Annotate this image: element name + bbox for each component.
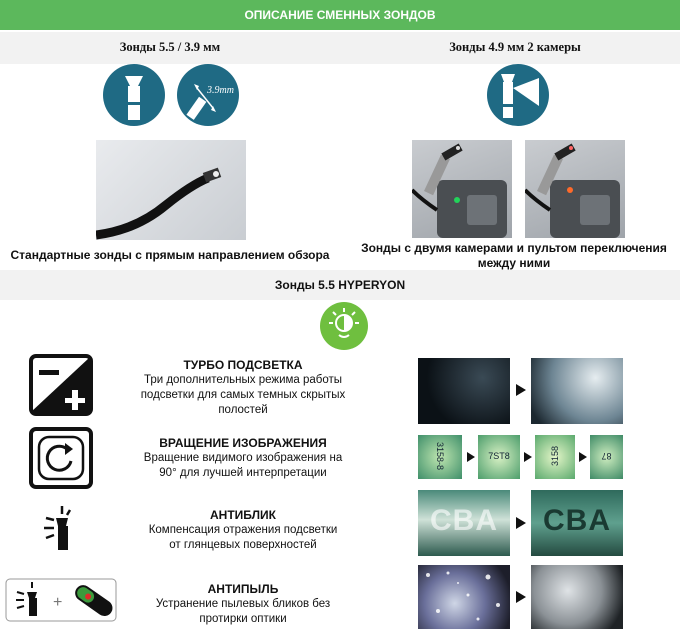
turbo-light-icon	[29, 354, 93, 416]
right-caption-line2: между ними	[477, 256, 551, 270]
dual-camera-probe-icon	[487, 64, 549, 126]
feature-turbo-desc-1: Три дополнительных режима работы	[143, 374, 343, 386]
right-column-title: Зонды 4.9 мм 2 камеры	[449, 40, 581, 54]
rotation-sample-1	[418, 435, 462, 479]
rotation-sample-text-3: 3158	[550, 445, 560, 467]
right-caption	[348, 241, 680, 271]
antiglare-after-image	[531, 490, 623, 556]
feature-antidust-desc-2: протирки оптики	[199, 613, 287, 625]
straight-view-probe-icon	[103, 64, 165, 126]
feature-antiglare-desc-1: Компенсация отражения подсветки	[148, 524, 338, 536]
feature-turbo-title: ТУРБО ПОДСВЕТКА	[183, 358, 303, 372]
svg-text:+: +	[53, 594, 63, 611]
feature-rotation-desc-1: Вращение видимого изображения на	[143, 452, 343, 464]
dual-camera-photo-1	[412, 140, 512, 238]
hyperyon-title: Зонды 5.5 HYPERYON	[274, 278, 406, 292]
turbo-arrow-icon	[516, 384, 526, 396]
rotation-sample-text-2: 7ST8	[488, 451, 510, 461]
left-caption: Стандартные зонды с прямым направлением обзора	[10, 248, 330, 262]
right-caption-line1: Зонды с двумя камерами и пультом переключения	[361, 241, 667, 255]
anti-glare-icon	[38, 504, 78, 554]
rotation-sample-3	[535, 435, 575, 479]
feature-turbo-desc-2: подсветки для самых темных скрытых	[140, 389, 346, 401]
rotation-sample-4	[590, 435, 623, 479]
feature-antidust-title: АНТИПЫЛЬ	[207, 582, 279, 596]
feature-turbo	[118, 358, 368, 418]
turbo-after-image	[531, 358, 623, 424]
feature-antidust-desc-1: Устранение пылевых бликов без	[155, 598, 331, 610]
antiglare-after-text: CBA	[543, 504, 611, 537]
feature-antiglare-title: АНТИБЛИК	[210, 508, 276, 522]
anti-dust-icon	[5, 578, 117, 622]
diameter-label: 3.9mm	[207, 85, 234, 96]
rotation-sample-2	[478, 435, 520, 479]
rotation-sample-strip	[418, 435, 623, 479]
rotation-arrow-icon-2	[524, 452, 532, 462]
feature-antiglare	[118, 508, 368, 553]
page-header: ОПИСАНИЕ СМЕННЫХ ЗОНДОВ	[0, 0, 680, 30]
antidust-arrow-icon	[516, 591, 526, 603]
straight-probe-photo	[96, 140, 246, 240]
rotation-arrow-icon-1	[467, 452, 475, 462]
light-bulb-icon	[320, 302, 368, 350]
probe-diameter-icon	[177, 64, 239, 126]
rotate-image-icon	[29, 427, 93, 489]
antiglare-arrow-icon	[516, 517, 526, 529]
rotation-sample-text-4: 87	[601, 451, 612, 461]
feature-rotation	[118, 436, 368, 481]
antidust-after-image	[531, 565, 623, 629]
left-column-title: Зонды 5.5 / 3.9 мм	[119, 40, 221, 54]
feature-turbo-desc-3: полостей	[218, 404, 268, 416]
antiglare-before-text: CBA	[430, 504, 498, 537]
feature-rotation-title: ВРАЩЕНИЕ ИЗОБРАЖЕНИЯ	[159, 436, 327, 450]
rotation-arrow-icon-3	[579, 452, 587, 462]
rotation-sample-text-1: 3158-8	[435, 441, 445, 471]
feature-rotation-desc-2: 90° для лучшей интерпретации	[159, 467, 327, 479]
turbo-before-image	[418, 358, 510, 424]
antiglare-before-image	[418, 490, 510, 556]
feature-antidust	[118, 582, 368, 627]
antidust-before-image	[418, 565, 510, 629]
feature-antiglare-desc-2: от глянцевых поверхностей	[169, 539, 317, 551]
dual-camera-photo-2	[525, 140, 625, 238]
